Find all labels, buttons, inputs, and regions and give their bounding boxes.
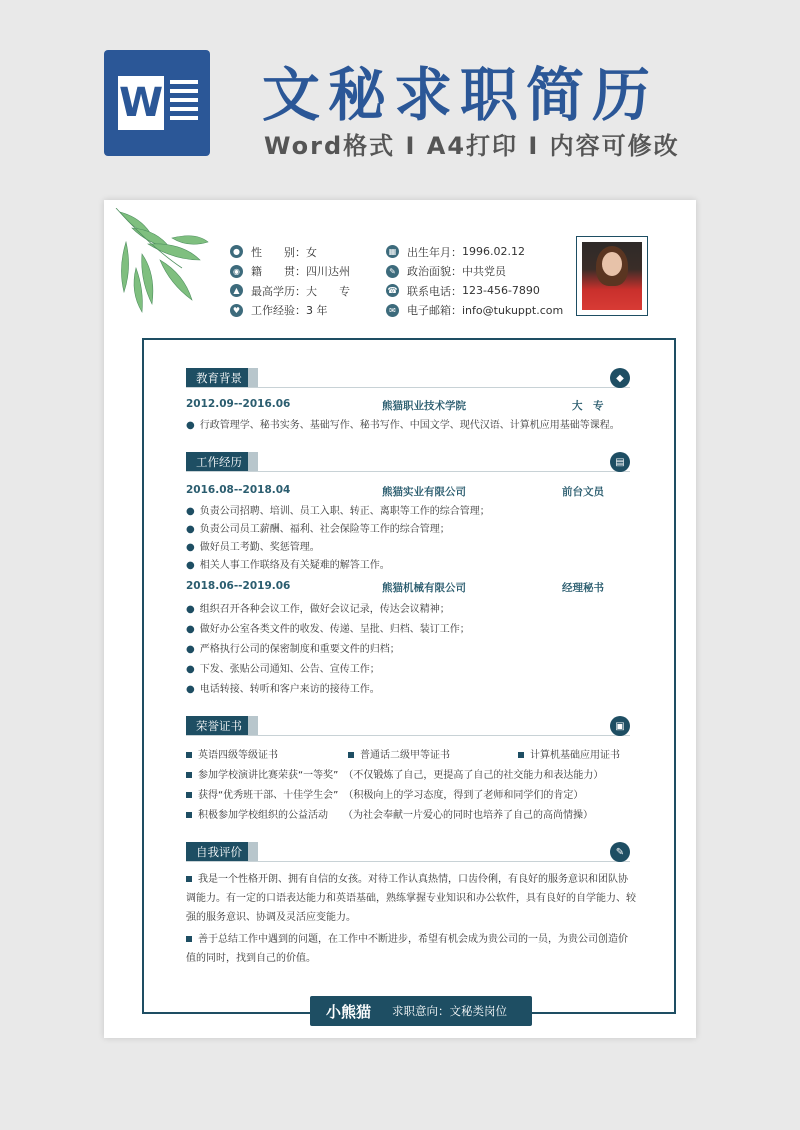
list-item: ● 做好员工考勤、奖惩管理。 [186,542,320,553]
list-item: 获得“优秀班干部、十佳学生会” （积极向上的学习态度，得到了老师和同学们的肯定） [186,786,583,804]
list-item: 普通话二级甲等证书 [348,746,450,764]
section-honors-header [186,716,630,736]
section-title: 自我评价 [186,842,252,862]
banner-title: 文秘求职简历 [262,61,659,129]
info-hometown: ◉ 籍 贯： 四川达州 [230,262,350,282]
pen-icon: ✎ [386,265,399,278]
list-item: 计算机基础应用证书 [518,746,620,764]
education-row: 2012.09--2016.06 熊猫职业技术学院 大 专 [186,398,604,412]
info-politics: ✎ 政治面貌： 中共党员 [386,262,563,282]
content-frame [142,338,676,1014]
list-item: ● 负责公司招聘、培训、员工入职、转正、离职等工作的综合管理； [186,506,490,517]
basic-info-col1 [230,242,350,320]
self-evaluation-paragraph-1: 我是一个性格开朗、拥有自信的女孩。对待工作认真热情，口齿伶俐，有良好的服务意识和团队协调能力。有一定的口语表达能力和英语基础，熟练掌握专业知识和办公软件，具有良好的自学能力、较强的服务意识、协调及灵活应变能力。 [186,874,636,923]
job-intent: 求职意向：文秘类岗位 [392,1004,507,1018]
list-item: ● 相关人事工作联络及有关疑难的解答工作。 [186,560,390,571]
info-experience: ♥ 工作经验： 3 年 [230,301,350,321]
list-item: ● 严格执行公司的保密制度和重要文件的归档； [186,644,400,655]
list-item: ● 做好办公室各类文件的收发、传递、呈批、归档、装订工作； [186,624,470,635]
graduation-cap-icon: ◆ [610,368,630,388]
info-education: ▲ 最高学历： 大 专 [230,281,350,301]
list-item: 积极参加学校组织的公益活动 （为社会奉献一片爱心的同时也培养了自己的高尚情操） [186,806,593,824]
info-birth: ▦ 出生年月： 1996.02.12 [386,242,563,262]
profile-photo [582,242,642,310]
calendar-icon: ▦ [386,245,399,258]
section-education-header [186,368,630,388]
job-row: 2016.08--2018.04 熊猫实业有限公司 前台文员 [186,484,604,498]
section-work-header [186,452,630,472]
certificate-icon: ▣ [610,716,630,736]
education-icon: ▲ [230,284,243,297]
section-title: 教育背景 [186,368,252,388]
word-logo-letter: W [118,76,164,130]
info-phone: ☎ 联系电话： 123-456-7890 [387,284,540,298]
job-row: 2018.06--2019.06 熊猫机械有限公司 经理秘书 [186,580,604,594]
person-icon: ● [230,245,243,258]
bamboo-decoration-icon [112,208,212,318]
list-item: ● 组织召开各种会议工作，做好会议记录，传达会议精神； [186,604,450,615]
heart-icon: ♥ [230,304,243,317]
location-icon: ◉ [230,265,243,278]
info-email: ✉ 电子邮箱： info@tukuppt.com [386,301,563,321]
list-item: ● 电话转接、转听和客户来访的接待工作。 [186,684,380,695]
list-item: ● 下发、张贴公司通知、公告、宣传工作； [186,664,380,675]
name-intent-bar [310,996,532,1026]
phone-icon: ☎ [387,286,398,296]
section-title: 荣誉证书 [186,716,252,736]
list-item: 英语四级等级证书 [186,746,278,764]
pencil-icon: ✎ [610,842,630,862]
list-item: ● 负责公司员工薪酬、福利、社会保险等工作的综合管理； [186,524,450,535]
basic-info-col2 [386,242,563,320]
banner-subtitle: Word格式 I A4打印 I 内容可修改 [264,132,680,160]
info-gender: ● 性 别： 女 [230,242,350,262]
word-logo [104,50,210,156]
candidate-name: 小熊猫 [326,1002,372,1021]
list-item: ● 行政管理学、秘书实务、基础写作、秘书写作、中国文学、现代汉语、计算机应用基础等课程。 [186,420,620,431]
resume-page [104,200,696,1038]
section-title: 工作经历 [186,452,252,472]
mail-icon: ✉ [386,304,399,317]
list-item: 参加学校演讲比赛荣获“一等奖” （不仅锻炼了自己，更提高了自己的社交能力和表达能力） [186,766,603,784]
self-evaluation-paragraph-2: 善于总结工作中遇到的问题，在工作中不断进步，希望有机会成为贵公司的一员，为贵公司创造价值的同时，找到自己的价值。 [186,934,628,964]
section-self-header [186,842,630,862]
profile-photo-frame [576,236,648,316]
briefcase-icon: ▤ [610,452,630,472]
word-logo-lines [170,80,198,125]
